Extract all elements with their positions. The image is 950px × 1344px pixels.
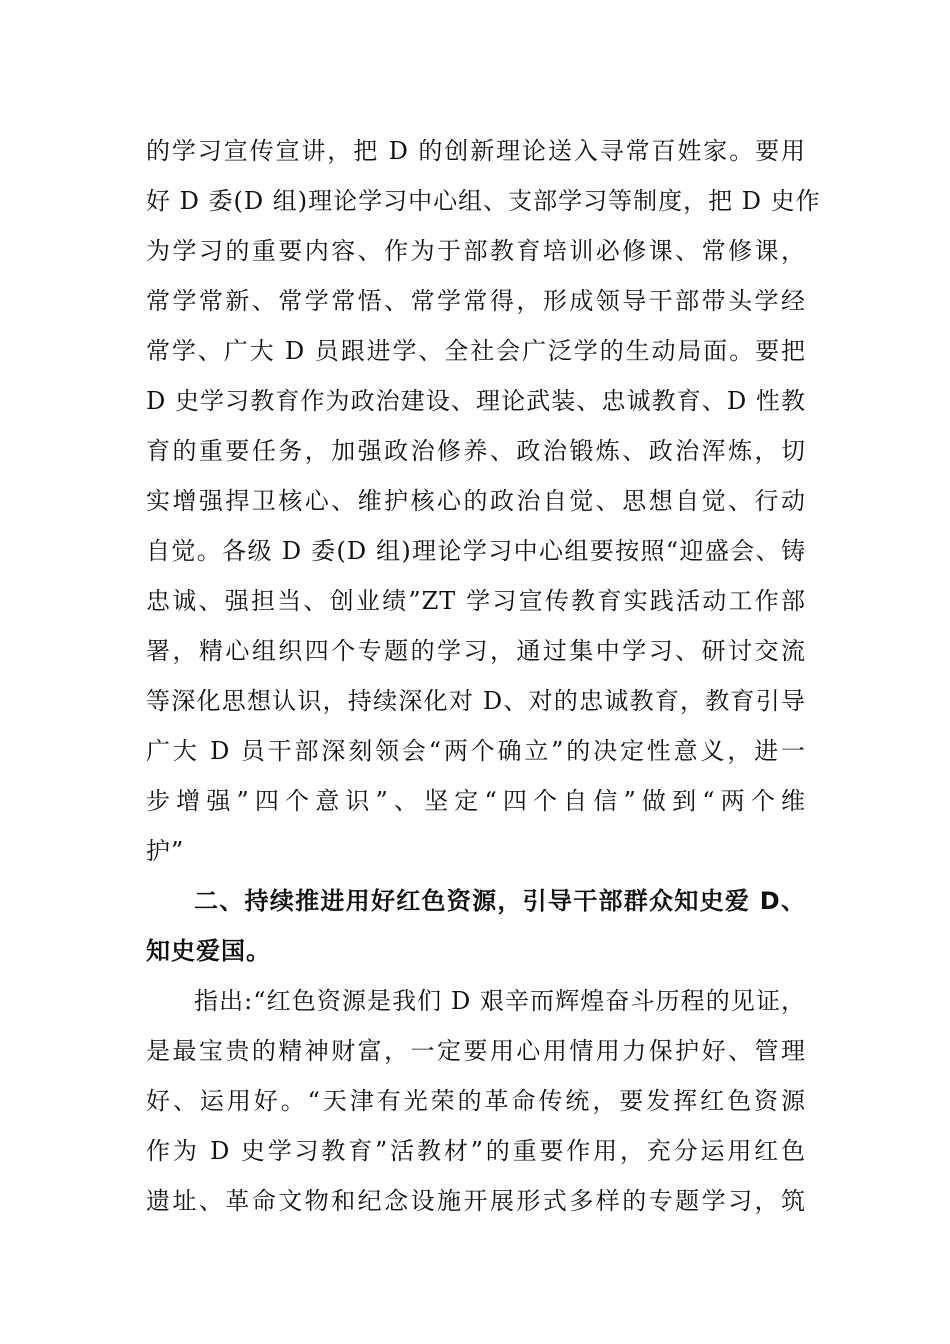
text-line: 实增强捍卫核心、维护核心的政治自觉、思想自觉、行动 [146, 487, 806, 515]
text-line: 广大 D 员干部深刻领会“两个确立”的决定性意义，进一 [146, 737, 806, 765]
heading-line: 二、持续推进用好红色资源，引导干部群众知史爱 D、 [194, 887, 806, 915]
text-line: 常学、广大 D 员跟进学、全社会广泛学的生动局面。要把 [146, 337, 806, 365]
text-line: 遗址、革命文物和纪念设施开展形式多样的专题学习，筑 [146, 1187, 806, 1215]
text-line: 是最宝贵的精神财富，一定要用心用情用力保护好、管理 [146, 1037, 806, 1065]
text-line: 的学习宣传宣讲，把 D 的创新理论送入寻常百姓家。要用 [146, 137, 806, 165]
text-line: 忠诚、强担当、创业绩”ZT 学习宣传教育实践活动工作部 [146, 587, 806, 615]
text-line: 自觉。各级 D 委(D 组)理论学习中心组要按照“迎盛会、铸 [146, 537, 806, 565]
text-line: 常学常新、常学常悟、常学常得，形成领导干部带头学经 [146, 287, 806, 315]
text-line: 指出:“红色资源是我们 D 艰辛而辉煌奋斗历程的见证， [194, 987, 806, 1015]
text-line: 步增强”四个意识”、坚定“四个自信”做到“两个维 [146, 787, 806, 815]
text-line: 署，精心组织四个专题的学习，通过集中学习、研讨交流 [146, 637, 806, 665]
text-line: 育的重要任务，加强政治修养、政治锻炼、政治浑炼，切 [146, 437, 806, 465]
heading-line: 知史爱国。 [146, 937, 271, 965]
text-line: D 史学习教育作为政治建设、理论武装、忠诚教育、D 性教 [146, 387, 806, 415]
text-line: 好、运用好。“天津有光荣的革命传统，要发挥红色资源 [146, 1087, 806, 1115]
text-line: 作为 D 史学习教育”活教材”的重要作用，充分运用红色 [146, 1137, 806, 1165]
text-line: 好 D 委(D 组)理论学习中心组、支部学习等制度，把 D 史作 [146, 187, 821, 215]
text-line: 等深化思想认识，持续深化对 D、对的忠诚教育，教育引导 [146, 687, 806, 715]
text-line: 为学习的重要内容、作为于部教育培训必修课、常修课， [146, 237, 806, 265]
text-line: 护” [146, 837, 185, 865]
